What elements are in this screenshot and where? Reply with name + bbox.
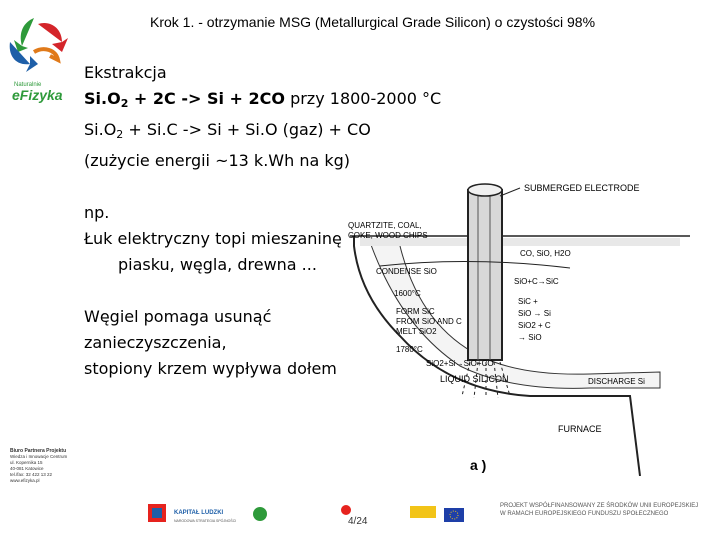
left-sidebar	[0, 0, 72, 540]
label-bottom-reaction: SiO2+Si→SiO+CO	[426, 359, 494, 368]
label-reaction: SiC +	[518, 297, 538, 306]
svg-text:Naturalnie: Naturalnie	[14, 82, 42, 88]
label-furnace: FURNACE	[558, 424, 602, 434]
furnace-diagram	[340, 176, 696, 476]
partner-title: Biuro Partnera Projektu	[10, 448, 67, 454]
label-reaction: SiO2 + C	[518, 321, 551, 330]
footer-kl-sub: NARODOWA STRATEGIA SPÓJNOŚCI	[174, 519, 237, 523]
label-discharge: DISCHARGE Si	[588, 377, 645, 386]
label-charge: QUARTZITE, COAL,	[348, 221, 422, 230]
text-line: Ekstrakcja	[84, 63, 167, 82]
label-gas: CO, SiO, H2O	[520, 249, 571, 258]
page-number: 4/24	[348, 516, 368, 527]
partner-line: www.efizyka.pl	[10, 478, 40, 483]
label-liquid-silicon: LIQUID SILICON	[440, 374, 509, 384]
partner-office-info	[10, 448, 68, 484]
funding-line: W RAMACH EUROPEJSKIEGO FUNDUSZU SPOŁECZNEGO	[500, 511, 669, 517]
text-line: np.	[84, 203, 110, 222]
label-melt: MELT SiO2	[396, 327, 437, 336]
funding-note	[500, 502, 700, 518]
label-temp: 1780°C	[396, 345, 423, 354]
label-temp: 1600°C	[394, 289, 421, 298]
diagram-caption: a )	[470, 457, 487, 473]
label-form: FROM SiO AND C	[396, 317, 462, 326]
partner-line: 40-081 Katowice	[10, 466, 44, 471]
text-line: zanieczyszczenia,	[84, 333, 227, 352]
footer-kl-label: KAPITAŁ LUDZKI	[174, 510, 224, 516]
label-reaction: SiO+C→SiC	[514, 277, 559, 286]
text-line: Łuk elektryczny topi mieszaninę	[84, 229, 342, 248]
funding-line: PROJEKT WSPÓŁFINANSOWANY ZE ŚRODKÓW UNII EUROPEJSKIEJ	[500, 503, 699, 509]
slide-title: Krok 1. - otrzymanie MSG (Metallurgical Grade Silicon) o czystości 98%	[150, 14, 596, 30]
text-line: stopiony krzem wypływa dołem	[84, 359, 337, 378]
text-line: (zużycie energii ~13 k.Wh na kg)	[84, 151, 351, 170]
label-reaction: SiO → Si	[518, 309, 551, 318]
text-line: Węgiel pomaga usunąć	[84, 307, 272, 326]
reaction-line-1: $Si.O_2 + 2C -> Si + 2CO$ przy 1800-2000 °C	[84, 89, 442, 110]
label-electrode: SUBMERGED ELECTRODE	[524, 183, 640, 193]
efizyka-logo	[4, 12, 70, 108]
svg-text:eFizyka: eFizyka	[12, 87, 63, 103]
reaction-line-2: $Si.O_2 + Si.C -> Si + Si.O$ (gaz) + CO	[84, 120, 371, 141]
label-condense: CONDENSE SiO	[376, 267, 437, 276]
label-charge: COKE, WOOD CHIPS	[348, 231, 428, 240]
label-reaction: → SiO	[518, 333, 542, 342]
label-form: FORM SiC	[396, 307, 435, 316]
partner-line: Wiedza i Innowacje Centrum	[10, 454, 68, 459]
partner-line: tel./fax: 32 422 13 22	[10, 472, 53, 477]
partner-line: ul. Kopernika 15	[10, 460, 43, 465]
text-line: piasku, węgla, drewna ...	[118, 255, 317, 274]
